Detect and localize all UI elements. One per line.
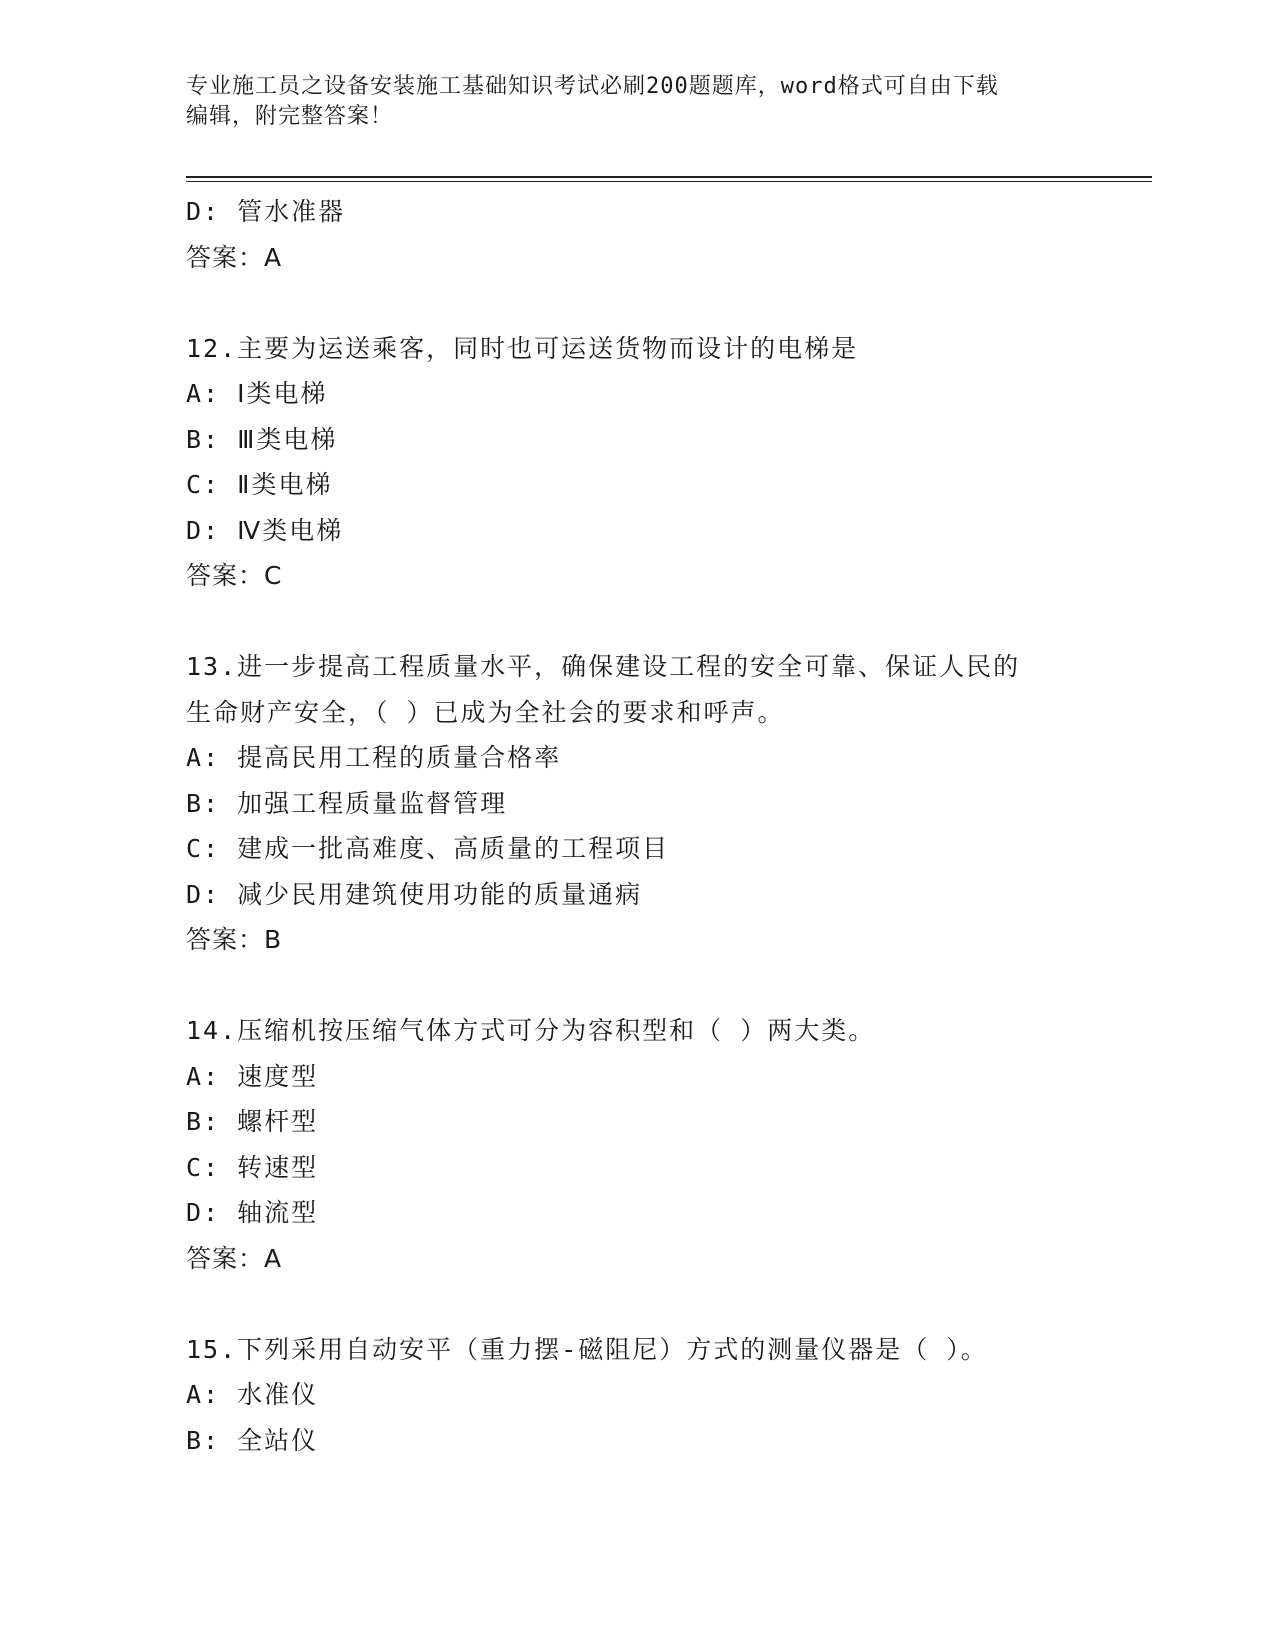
option-a: A: 水准仪: [186, 1380, 319, 1409]
question-stem: 15.下列采用自动安平（重力摆-磁阻尼）方式的测量仪器是（ ）。: [186, 1334, 988, 1364]
answer-line: 答案：A: [186, 1243, 283, 1273]
option-d: D: 管水准器: [186, 197, 346, 226]
question-12: [186, 326, 1086, 599]
option-a: A: Ⅰ类电梯: [186, 379, 328, 408]
question-stem-line-2: 生命财产安全，（ ）已成为全社会的要求和呼声。: [186, 697, 785, 727]
option-b: B: Ⅲ类电梯: [186, 424, 338, 454]
option-a: A: 提高民用工程的质量合格率: [186, 743, 562, 772]
option-d: D: Ⅳ类电梯: [186, 515, 344, 545]
header-divider-thick: [186, 176, 1152, 178]
question-stem: 14.压缩机按压缩气体方式可分为容积型和（ ）两大类。: [186, 1016, 876, 1045]
option-a: A: 速度型: [186, 1061, 319, 1091]
question-stem-line-1: 13.进一步提高工程质量水平，确保建设工程的安全可靠、保证人民的: [186, 652, 1021, 681]
question-stem: 12.主要为运送乘客，同时也可运送货物而设计的电梯是: [186, 333, 859, 363]
answer-line: 答案：C: [186, 561, 283, 590]
header-title-line-2: 编辑，附完整答案！: [186, 104, 394, 129]
document-header: [186, 72, 1066, 132]
option-c: C: Ⅱ类电梯: [186, 470, 333, 499]
spacer: [186, 963, 1086, 1009]
question-14: [186, 1008, 1086, 1281]
header-title-line-1: 专业施工员之设备安装施工基础知识考试必刷200题题库，word格式可自由下载: [186, 74, 999, 99]
option-c: C: 转速型: [186, 1152, 319, 1182]
option-b: B: 螺杆型: [186, 1107, 319, 1136]
question-13: [186, 644, 1086, 963]
option-d: D: 轴流型: [186, 1198, 319, 1227]
option-b: B: 全站仪: [186, 1425, 319, 1455]
spacer: [186, 1281, 1086, 1327]
option-c: C: 建成一批高难度、高质量的工程项目: [186, 834, 670, 863]
question-11-tail: [186, 189, 1086, 280]
question-15: [186, 1327, 1086, 1464]
spacer: [186, 280, 1086, 326]
option-b: B: 加强工程质量监督管理: [186, 788, 508, 818]
spacer: [186, 599, 1086, 645]
question-list: [186, 189, 1086, 1463]
header-divider-thin: [186, 181, 1152, 182]
answer-line: 答案：B: [186, 925, 283, 954]
option-d: D: 减少民用建筑使用功能的质量通病: [186, 879, 643, 909]
answer-line: 答案：A: [186, 242, 283, 272]
